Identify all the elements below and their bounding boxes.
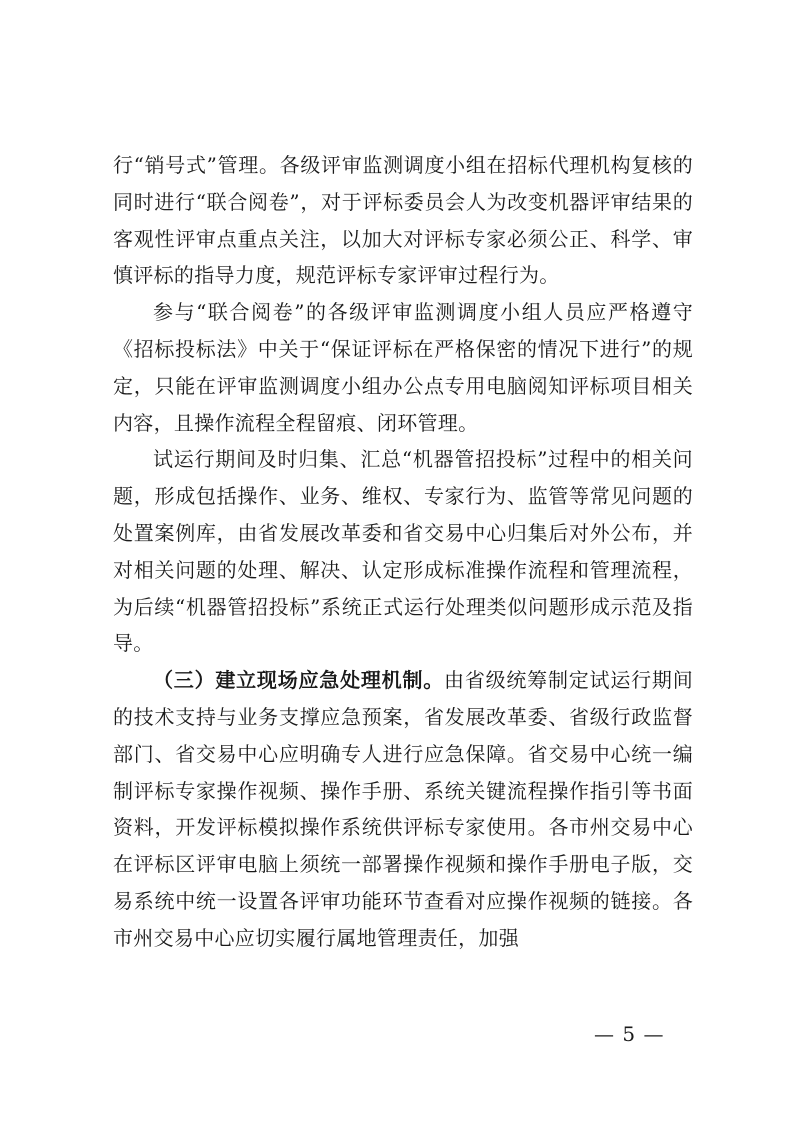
- paragraph-continuation: 行“销号式”管理。各级评审监测调度小组在招标代理机构复核的同时进行“联合阅卷”，对于评标委员会人为改变机器评审结果的客观性评审点重点关注，以加大对评标专家必须公正、科学、审慎评标的指导力度，规范评标专家评审过程行为。: [113, 153, 693, 288]
- section-heading: （三）建立现场应急处理机制。: [153, 668, 445, 693]
- paragraph-case-library: 试运行期间及时归集、汇总“机器管招投标”过程中的相关问题，形成包括操作、业务、维权、专家行为、监管等常见问题的处置案例库，由省发展改革委和省交易中心归集后对外公布，并对相关问题的处理、解决、认定形成标准操作流程和管理流程，为后续“机器管招投标”系统正式运行处理类似问题形成示范及指导。: [113, 447, 693, 656]
- page-number: — 5 —: [594, 1022, 665, 1046]
- body-text: [113, 147, 693, 957]
- section-body: 由省级统筹制定试运行期间的技术支持与业务支撑应急预案，省发展改革委、省级行政监督部门、省交易中心应明确专人进行应急保障。省交易中心统一编制评标专家操作视频、操作手册、系统关键流程操作指引等书面资料，开发评标模拟操作系统供评标专家使用。各市州交易中心在评标区评审电脑上须统一部署操作视频和操作手册电子版，交易系统中统一设置各评审功能环节查看对应操作视频的链接。各市州交易中心应切实履行属地管理责任，加强: [113, 668, 693, 950]
- paragraph-joint-review: 参与“联合阅卷”的各级评审监测调度小组人员应严格遵守《招标投标法》中关于“保证评标在严格保密的情况下进行”的规定，只能在评审监测调度小组办公点专用电脑阅知评标项目相关内容，且操作流程全程留痕、闭环管理。: [113, 300, 693, 435]
- paragraph-emergency-mechanism: [113, 662, 693, 956]
